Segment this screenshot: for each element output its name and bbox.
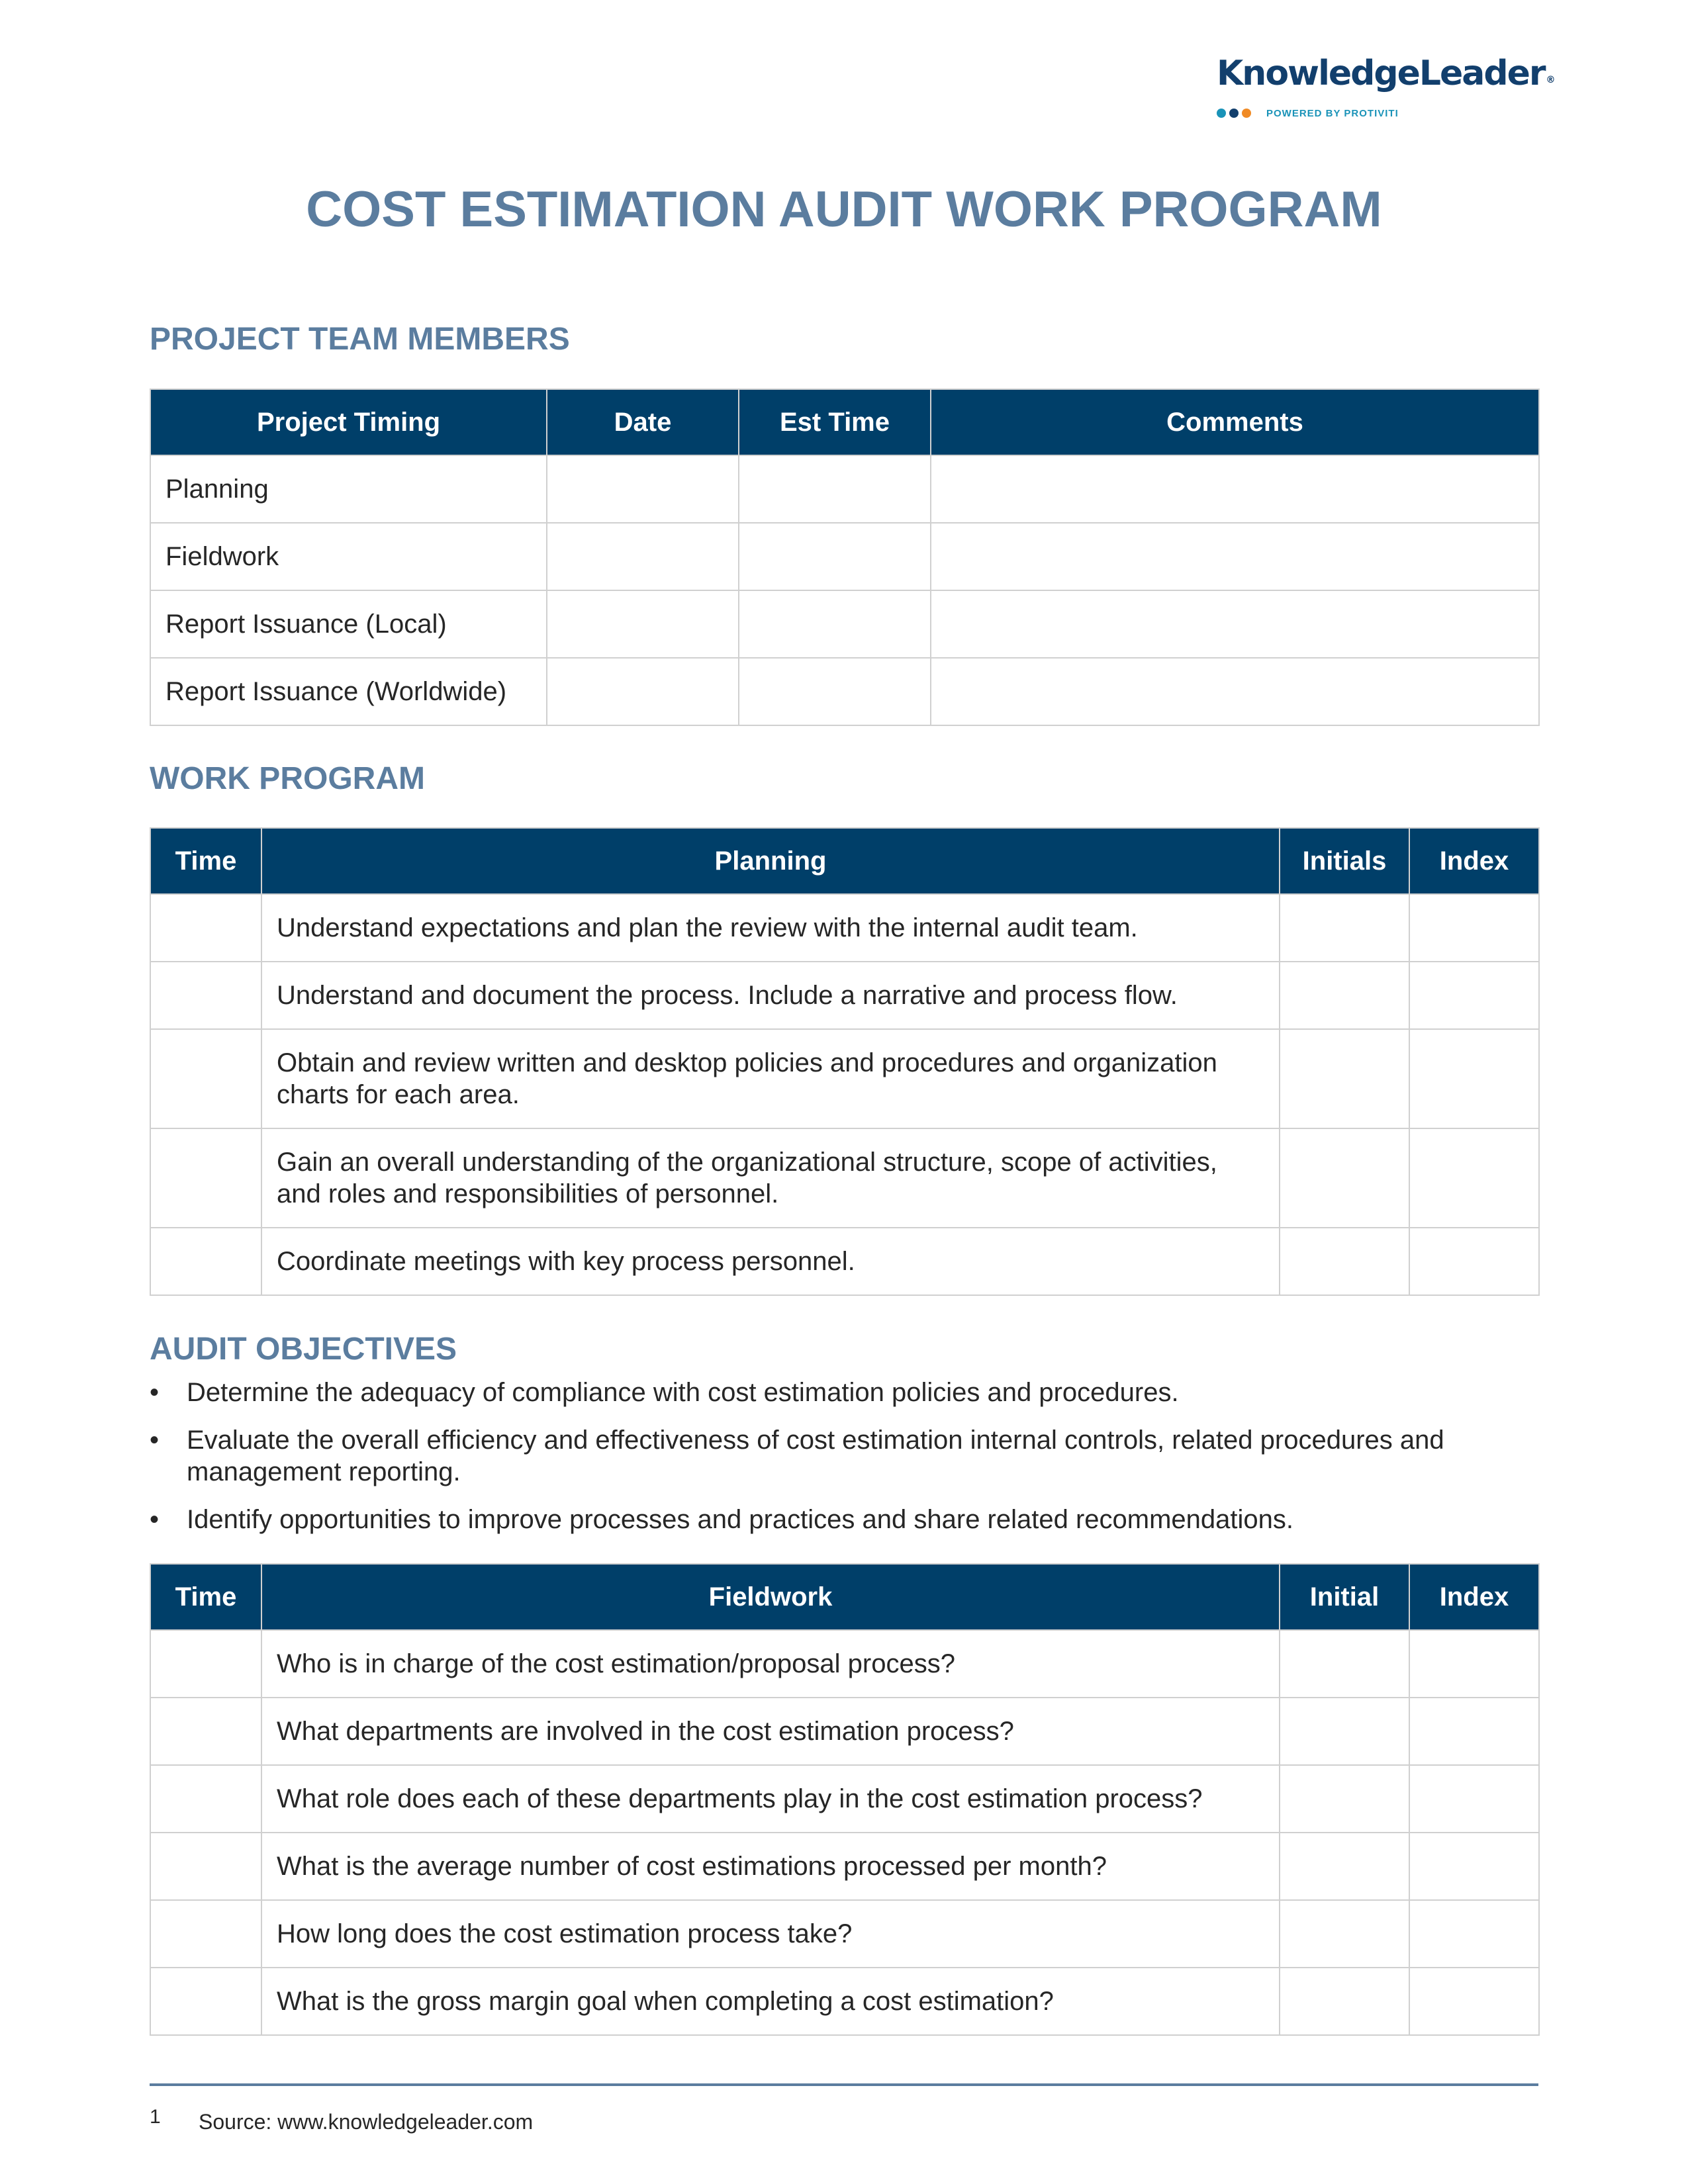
fieldwork-question-cell: What role does each of these departments play in the cost estimation process?	[261, 1765, 1280, 1833]
audit-objectives-heading: AUDIT OBJECTIVES	[150, 1332, 457, 1367]
column-header-time: Time	[150, 828, 261, 894]
time-cell[interactable]	[150, 1128, 261, 1228]
table-header-row	[150, 1564, 1539, 1630]
comments-cell[interactable]	[931, 523, 1539, 590]
est-time-cell[interactable]	[739, 590, 931, 658]
planning-step-cell: Gain an overall understanding of the organizational structure, scope of activities, and roles and responsibilities of personnel.	[261, 1128, 1280, 1228]
table-row	[150, 1630, 1539, 1698]
planning-step-cell: Understand expectations and plan the review with the internal audit team.	[261, 894, 1280, 962]
initial-cell[interactable]	[1280, 1833, 1409, 1900]
initials-cell[interactable]	[1280, 1029, 1409, 1128]
initial-cell[interactable]	[1280, 1968, 1409, 2035]
fieldwork-question-cell: What departments are involved in the cost estimation process?	[261, 1698, 1280, 1765]
planning-step-cell: Understand and document the process. Include a narrative and process flow.	[261, 962, 1280, 1029]
index-cell[interactable]	[1409, 1630, 1539, 1698]
index-cell[interactable]	[1409, 962, 1539, 1029]
work-program-heading: WORK PROGRAM	[150, 761, 425, 796]
table-row	[150, 590, 1539, 658]
project-team-heading: PROJECT TEAM MEMBERS	[150, 322, 570, 357]
comments-cell[interactable]	[931, 590, 1539, 658]
table-row	[150, 1968, 1539, 2035]
initial-cell[interactable]	[1280, 1900, 1409, 1968]
logo-tagline: POWERED BY PROTIVITI	[1266, 107, 1399, 119]
column-header-planning: Planning	[261, 828, 1280, 894]
date-cell[interactable]	[547, 658, 739, 725]
initials-cell[interactable]	[1280, 894, 1409, 962]
est-time-cell[interactable]	[739, 455, 931, 523]
initials-cell[interactable]	[1280, 1128, 1409, 1228]
index-cell[interactable]	[1409, 1029, 1539, 1128]
index-cell[interactable]	[1409, 894, 1539, 962]
timing-phase-cell: Report Issuance (Worldwide)	[150, 658, 547, 725]
teal-dot-icon	[1217, 109, 1226, 118]
index-cell[interactable]	[1409, 1228, 1539, 1295]
comments-cell[interactable]	[931, 658, 1539, 725]
table-row	[150, 1900, 1539, 1968]
fieldwork-question-cell: How long does the cost estimation process take?	[261, 1900, 1280, 1968]
index-cell[interactable]	[1409, 1968, 1539, 2035]
index-cell[interactable]	[1409, 1765, 1539, 1833]
column-header-index: Index	[1409, 828, 1539, 894]
time-cell[interactable]	[150, 1833, 261, 1900]
table-row	[150, 523, 1539, 590]
timing-phase-cell: Fieldwork	[150, 523, 547, 590]
planning-step-cell: Obtain and review written and desktop policies and procedures and organization charts for each area.	[261, 1029, 1280, 1128]
initial-cell[interactable]	[1280, 1765, 1409, 1833]
table-header-row	[150, 828, 1539, 894]
table-row	[150, 1029, 1539, 1128]
timing-phase-cell: Report Issuance (Local)	[150, 590, 547, 658]
time-cell[interactable]	[150, 1228, 261, 1295]
comments-cell[interactable]	[931, 455, 1539, 523]
logo-wordmark: KnowledgeLeader ®	[1217, 54, 1554, 93]
table-row	[150, 1128, 1539, 1228]
time-cell[interactable]	[150, 1698, 261, 1765]
date-cell[interactable]	[547, 590, 739, 658]
orange-dot-icon	[1242, 109, 1251, 118]
column-header-index: Index	[1409, 1564, 1539, 1630]
index-cell[interactable]	[1409, 1833, 1539, 1900]
table-row	[150, 1698, 1539, 1765]
index-cell[interactable]	[1409, 1698, 1539, 1765]
est-time-cell[interactable]	[739, 523, 931, 590]
table-row	[150, 962, 1539, 1029]
source-note: Source: www.knowledgeleader.com	[199, 2110, 534, 2134]
list-item: • Determine the adequacy of compliance with cost estimation policies and procedures.	[150, 1377, 1546, 1408]
time-cell[interactable]	[150, 1630, 261, 1698]
table-row	[150, 658, 1539, 725]
list-item: • Evaluate the overall efficiency and effectiveness of cost estimation internal controls, related procedures and management reporting.	[150, 1424, 1546, 1488]
time-cell[interactable]	[150, 1029, 261, 1128]
timing-phase-cell: Planning	[150, 455, 547, 523]
column-header-time: Time	[150, 1564, 261, 1630]
page-number: 1	[150, 2106, 161, 2128]
initial-cell[interactable]	[1280, 1698, 1409, 1765]
time-cell[interactable]	[150, 962, 261, 1029]
fieldwork-question-cell: Who is in charge of the cost estimation/proposal process?	[261, 1630, 1280, 1698]
registered-mark: ®	[1546, 75, 1554, 85]
logo-subline	[1217, 105, 1399, 122]
document-title: COST ESTIMATION AUDIT WORK PROGRAM	[306, 181, 1382, 238]
list-item: • Identify opportunities to improve processes and practices and share related recommendations.	[150, 1504, 1546, 1535]
initials-cell[interactable]	[1280, 962, 1409, 1029]
fieldwork-question-cell: What is the gross margin goal when completing a cost estimation?	[261, 1968, 1280, 2035]
time-cell[interactable]	[150, 1900, 261, 1968]
column-header-est-time: Est Time	[739, 389, 931, 455]
column-header-initial: Initial	[1280, 1564, 1409, 1630]
time-cell[interactable]	[150, 894, 261, 962]
time-cell[interactable]	[150, 1968, 261, 2035]
table-row	[150, 1765, 1539, 1833]
navy-dot-icon	[1229, 109, 1239, 118]
column-header-date: Date	[547, 389, 739, 455]
audit-objectives-list	[150, 1377, 1546, 1551]
column-header-project-timing: Project Timing	[150, 389, 547, 455]
initial-cell[interactable]	[1280, 1630, 1409, 1698]
knowledgeleader-logo	[1217, 53, 1554, 126]
table-row	[150, 894, 1539, 962]
planning-step-cell: Coordinate meetings with key process personnel.	[261, 1228, 1280, 1295]
footer-divider	[150, 2083, 1538, 2086]
table-header-row	[150, 389, 1539, 455]
project-timing-table	[150, 388, 1540, 726]
date-cell[interactable]	[547, 455, 739, 523]
initials-cell[interactable]	[1280, 1228, 1409, 1295]
date-cell[interactable]	[547, 523, 739, 590]
index-cell[interactable]	[1409, 1900, 1539, 1968]
table-row	[150, 1228, 1539, 1295]
column-header-initials: Initials	[1280, 828, 1409, 894]
table-row	[150, 1833, 1539, 1900]
index-cell[interactable]	[1409, 1128, 1539, 1228]
table-row	[150, 455, 1539, 523]
fieldwork-table	[150, 1563, 1540, 2036]
column-header-comments: Comments	[931, 389, 1539, 455]
column-header-fieldwork: Fieldwork	[261, 1564, 1280, 1630]
time-cell[interactable]	[150, 1765, 261, 1833]
planning-table	[150, 827, 1540, 1296]
est-time-cell[interactable]	[739, 658, 931, 725]
fieldwork-question-cell: What is the average number of cost estimations processed per month?	[261, 1833, 1280, 1900]
